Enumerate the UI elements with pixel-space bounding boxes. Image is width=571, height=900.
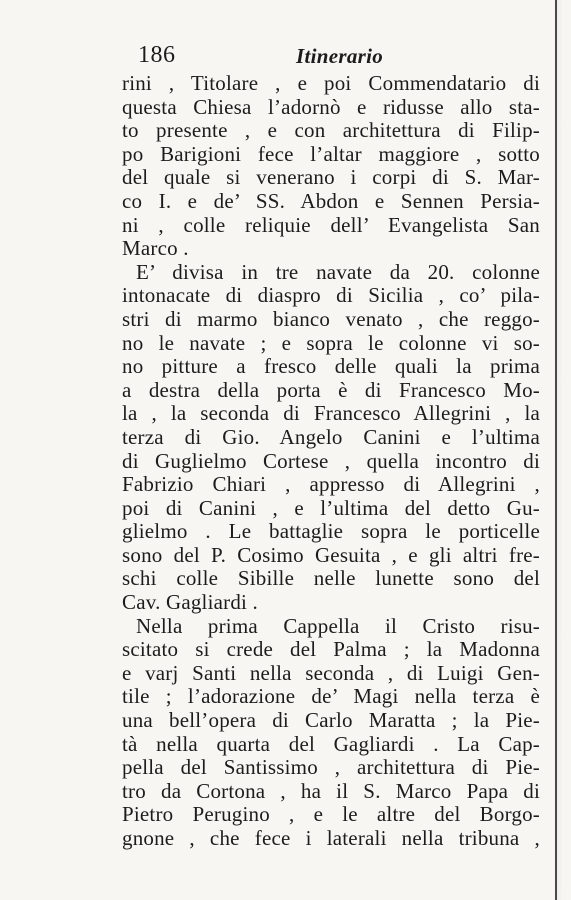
text-line: del quale si venerano i corpi di S. Mar-	[122, 165, 540, 190]
text-line: rini , Titolare , e poi Commendatario di	[122, 71, 540, 95]
page-number: 186	[138, 42, 176, 68]
text-line: Pietro Perugino , e le altre del Borgo-	[122, 802, 540, 827]
page-edge-line	[555, 0, 557, 900]
text-line: glielmo . Le battaglie sopra le porticelle	[122, 519, 540, 544]
text-line: gnone , che fece i laterali nella tribuna ,	[122, 826, 540, 850]
text-line: Nella prima Cappella il Cristo risu-	[136, 613, 540, 638]
text-line: a destra della porta è di Francesco Mo-	[122, 377, 540, 402]
text-line: sono del P. Cosimo Gesuita , e gli altri fre-	[122, 542, 540, 567]
text-line: questa Chiesa l’adornò e ridusse allo sta-	[122, 94, 540, 119]
text-line: pella del Santissimo , architettura di Pie-	[122, 755, 540, 780]
text-line: poi di Canini , e l’ultima del detto Gu-	[122, 495, 540, 520]
text-line: to presente , e con architettura di Filip-	[122, 118, 540, 143]
text-line: una bell’opera di Carlo Maratta ; la Pie-	[122, 708, 540, 733]
text-line: co I. e de’ SS. Abdon e Sennen Persia-	[122, 188, 540, 213]
text-line: no le navate ; e sopra le colonne vi so-	[122, 330, 540, 355]
text-line: Cav. Gagliardi .	[122, 590, 258, 615]
text-line: schi colle Sibille nelle lunette sono del	[122, 566, 540, 591]
text-line: intonacate di diaspro di Sicilia , co’ pila-	[122, 283, 540, 308]
text-line: Fabrizio Chiari , appresso di Allegrini ,	[122, 472, 540, 497]
text-line: tà nella quarta del Gagliardi . La Cap-	[122, 731, 540, 756]
text-line: stri di marmo bianco venato , che reggo-	[122, 306, 540, 331]
text-line: terza di Gio. Angelo Canini e l’ultima	[122, 424, 540, 449]
text-line: scitato si crede del Palma ; la Madonna	[122, 637, 540, 662]
page-header	[138, 42, 538, 72]
page-gutter-shadow	[557, 0, 563, 900]
text-line: la , la seconda di Francesco Allegrini , la	[122, 401, 540, 426]
running-title: Itinerario	[296, 44, 384, 68]
text-line: Marco .	[122, 236, 189, 261]
text-line: ni , colle reliquie dell’ Evangelista San	[122, 212, 540, 237]
text-line: E’ divisa in tre navate da 20. colonne	[136, 259, 540, 284]
text-line: tro da Cortona , ha il S. Marco Papa di	[122, 778, 540, 803]
text-line: po Barigioni fece l’altar maggiore , sotto	[122, 141, 540, 166]
text-line: e varj Santi nella seconda , di Luigi Gen-	[122, 660, 540, 685]
text-line: tile ; l’adorazione de’ Magi nella terza è	[122, 684, 540, 709]
text-line: di Guglielmo Cortese , quella incontro di	[122, 448, 540, 473]
body-text	[122, 72, 540, 851]
text-line: no pitture a fresco delle quali la prima	[122, 354, 540, 379]
